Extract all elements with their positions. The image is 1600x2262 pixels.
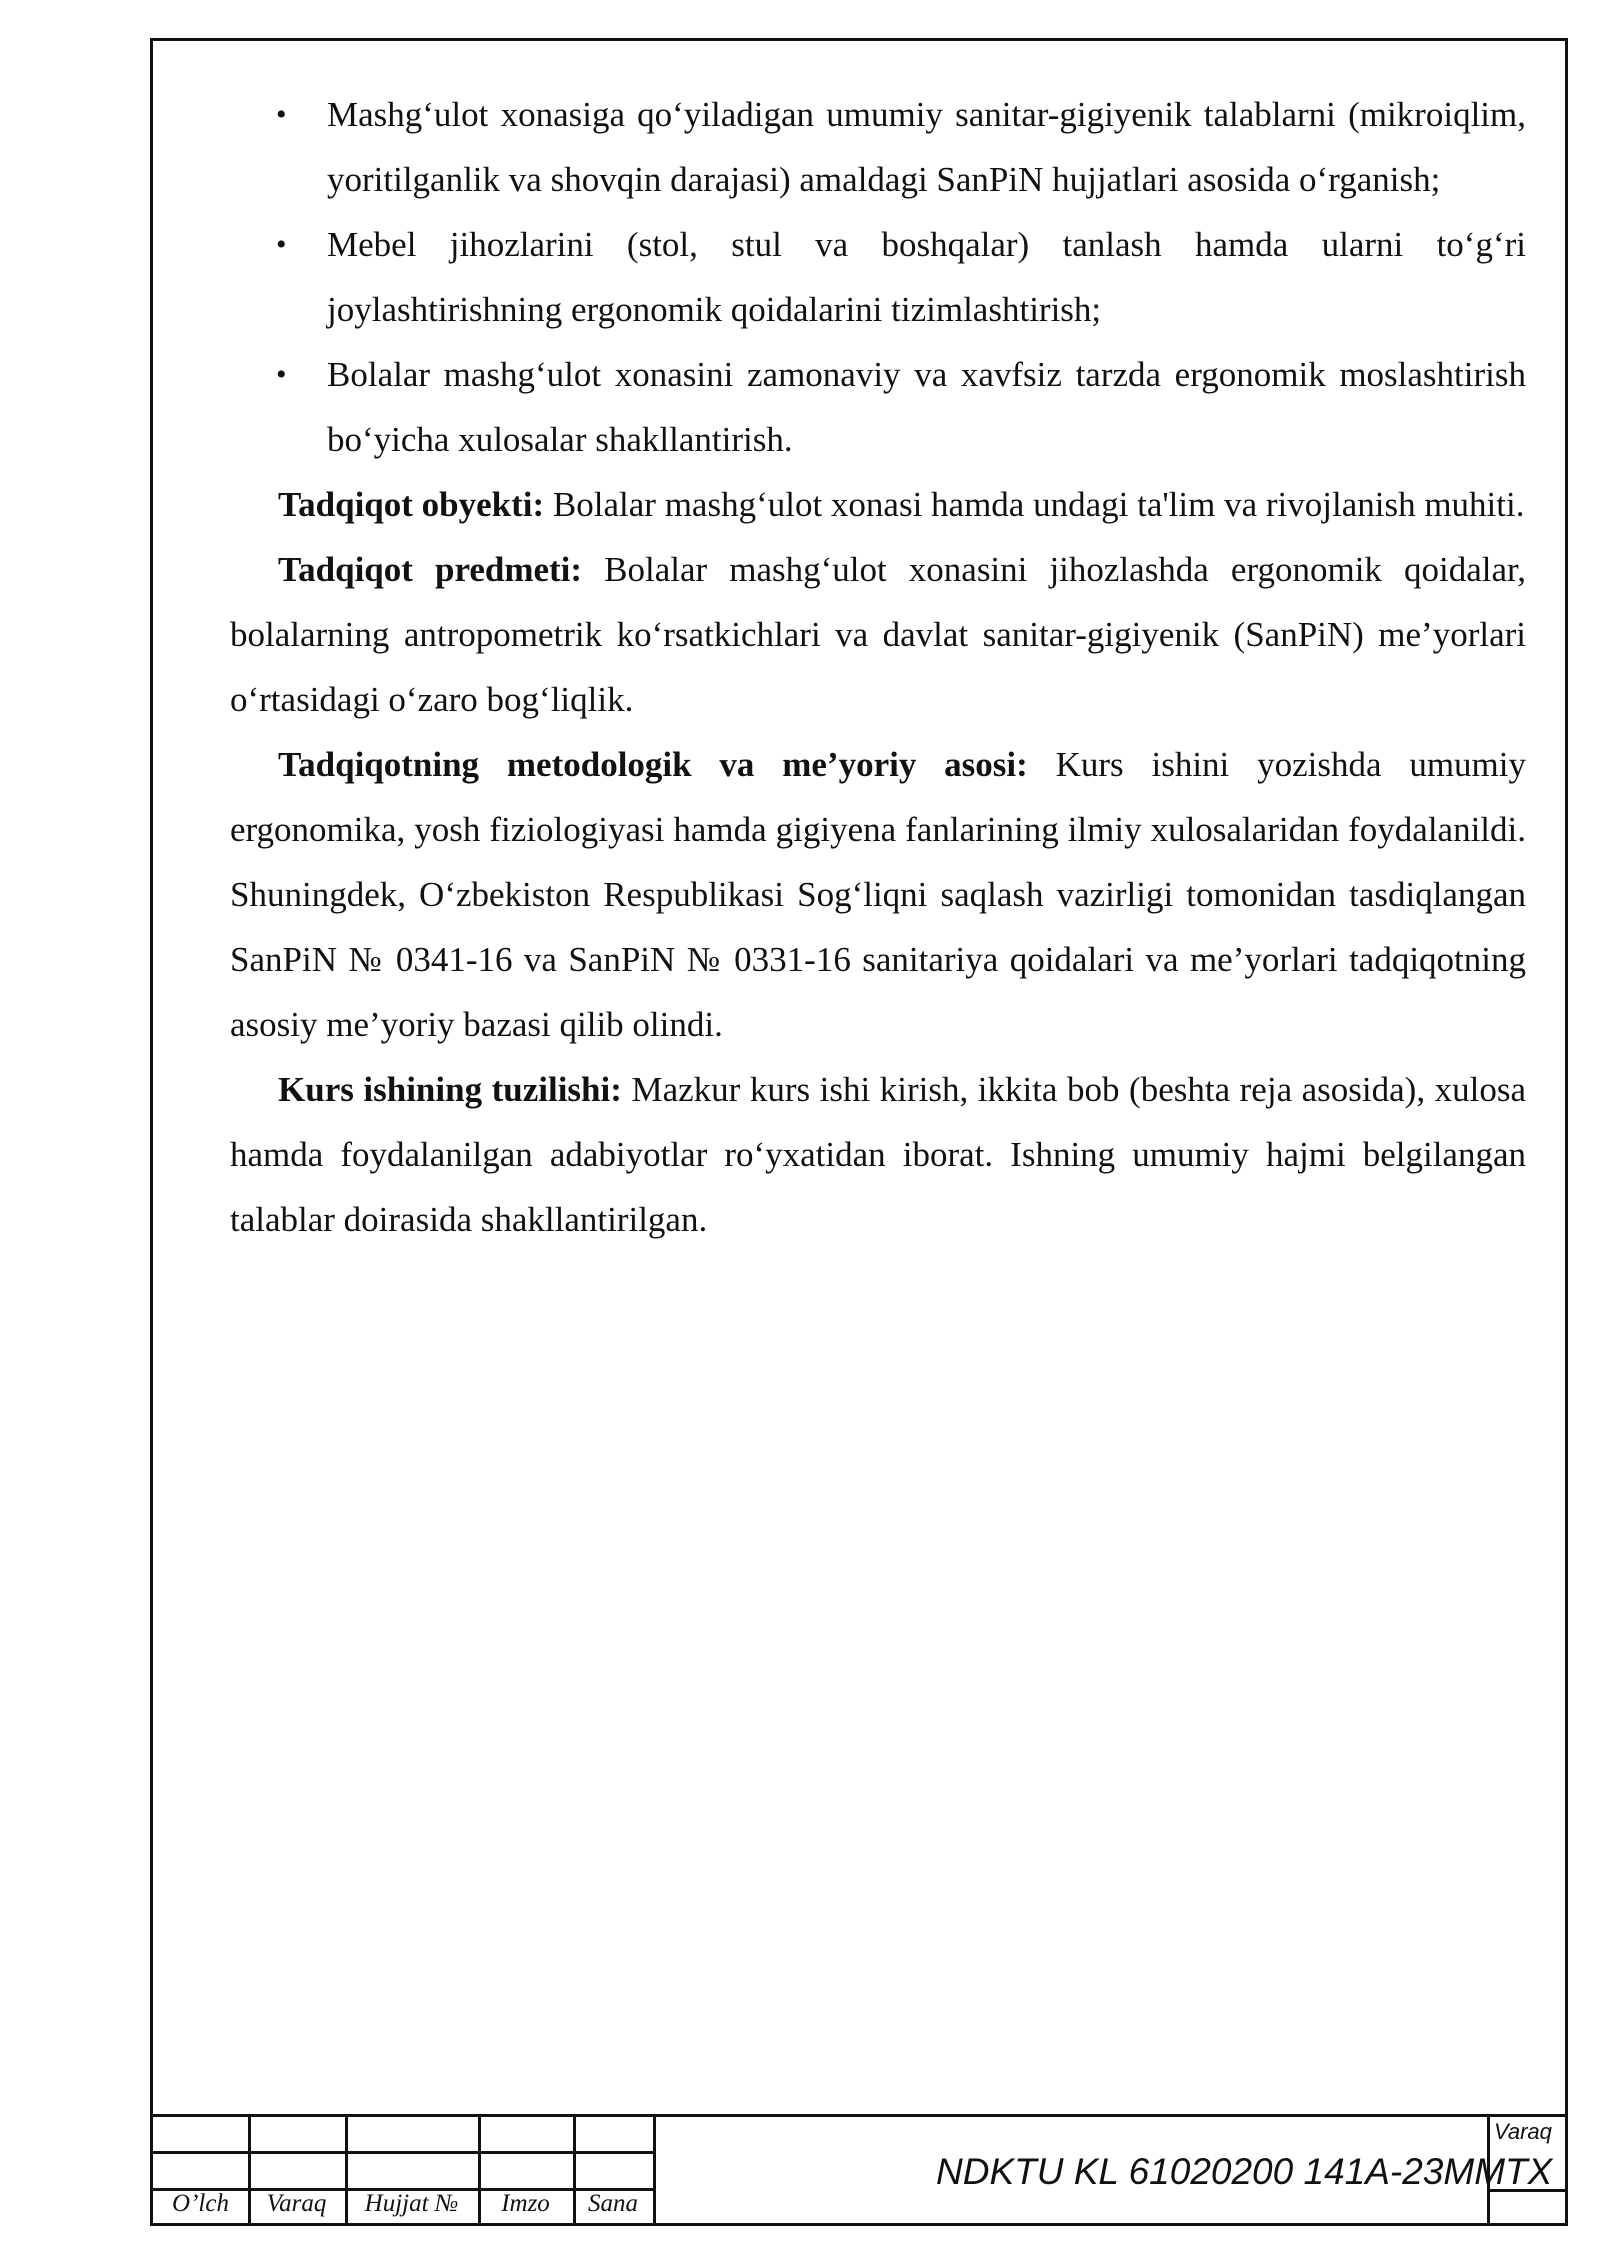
paragraph-text: Bolalar mashg‘ulot xonasini jihozlashda ergonomik qoidalar, bolalarning antropometrik ko‘rsatkichlari va davlat sanitar-gigiyenik (SanPiN) me’yorlari o‘rtasidagi o‘zaro bog‘liqlik. [230, 550, 1527, 719]
document-code-cell [653, 2117, 1600, 2223]
list-item [230, 342, 1526, 472]
bullet-icon: • [276, 228, 287, 261]
sheet-label: Varaq [1494, 2119, 1552, 2144]
grid-line [153, 2151, 653, 2154]
document-body [230, 82, 1526, 1252]
document-code: NDKTU KL 61020200 141A-23MMTX [936, 2151, 1553, 2192]
column-label-sana: Sana [588, 2190, 638, 2217]
title-block [150, 2114, 1568, 2226]
paragraph-text: Bolalar mashg‘ulot xonasi hamda undagi ta'lim va rivojlanish muhiti. [544, 485, 1525, 524]
list-item-text: Mashg‘ulot xonasiga qo‘yiladigan umumiy sanitar-gigiyenik talablarni (mikroiqlim, yoritilganlik va shovqin darajasi) amaldagi SanPiN hujjatlari asosida o‘rganish; [327, 95, 1526, 199]
list-item [230, 82, 1526, 212]
sheet-number-cell [1487, 2117, 1565, 2223]
paragraph-label: Tadqiqot obyekti: [278, 485, 545, 524]
column-label-olch: O’lch [172, 2190, 229, 2217]
objectives-list [230, 82, 1526, 472]
column-label-imzo: Imzo [501, 2190, 550, 2217]
bullet-icon: • [276, 358, 287, 391]
paragraph-label: Tadqiqotning metodologik va me’yoriy asosi: [278, 745, 1028, 784]
paragraph-text: Kurs ishini yozishda umumiy ergonomika, yosh fiziologiyasi hamda gigiyena fanlarining ilmiy xulosalaridan foydalanildi. Shuningdek, O‘zbekiston Respublikasi Sog‘liqni saqlash vazirligi tomonidan tasdiqlangan SanPiN № 0341-16 va SanPiN № 0331-16 sanitariya qoidalari va me’yorlari tadqiqotning asosiy me’yoriy bazasi qilib olindi. [230, 745, 1527, 1044]
grid-line [1490, 2189, 1565, 2192]
paragraph-text: Mazkur kurs ishi kirish, ikkita bob (beshta reja asosida), xulosa hamda foydalanilgan adabiyotlar ro‘yxatidan iborat. Ishning umumiy hajmi belgilangan talablar doirasida shakllantirilgan. [230, 1070, 1526, 1239]
research-object-paragraph [230, 472, 1526, 537]
paragraph-label: Tadqiqot predmeti: [278, 550, 583, 589]
paragraph-label: Kurs ishining tuzilishi: [278, 1070, 622, 1109]
methodology-paragraph [230, 732, 1526, 1057]
column-label-hujjat: Hujjat № [364, 2190, 459, 2217]
column-label-varaq: Varaq [266, 2190, 327, 2217]
list-item-text: Bolalar mashg‘ulot xonasini zamonaviy va xavfsiz tarzda ergonomik moslashtirish bo‘yicha xulosalar shakllantirish. [327, 355, 1526, 459]
bullet-icon: • [276, 98, 287, 131]
list-item-text: Mebel jihozlarini (stol, stul va boshqalar) tanlash hamda ularni to‘g‘ri joylashtirishning ergonomik qoidalarini tizimlashtirish; [327, 225, 1526, 329]
revision-grid [153, 2117, 653, 2223]
structure-paragraph [230, 1057, 1526, 1252]
research-subject-paragraph [230, 537, 1526, 732]
list-item [230, 212, 1526, 342]
